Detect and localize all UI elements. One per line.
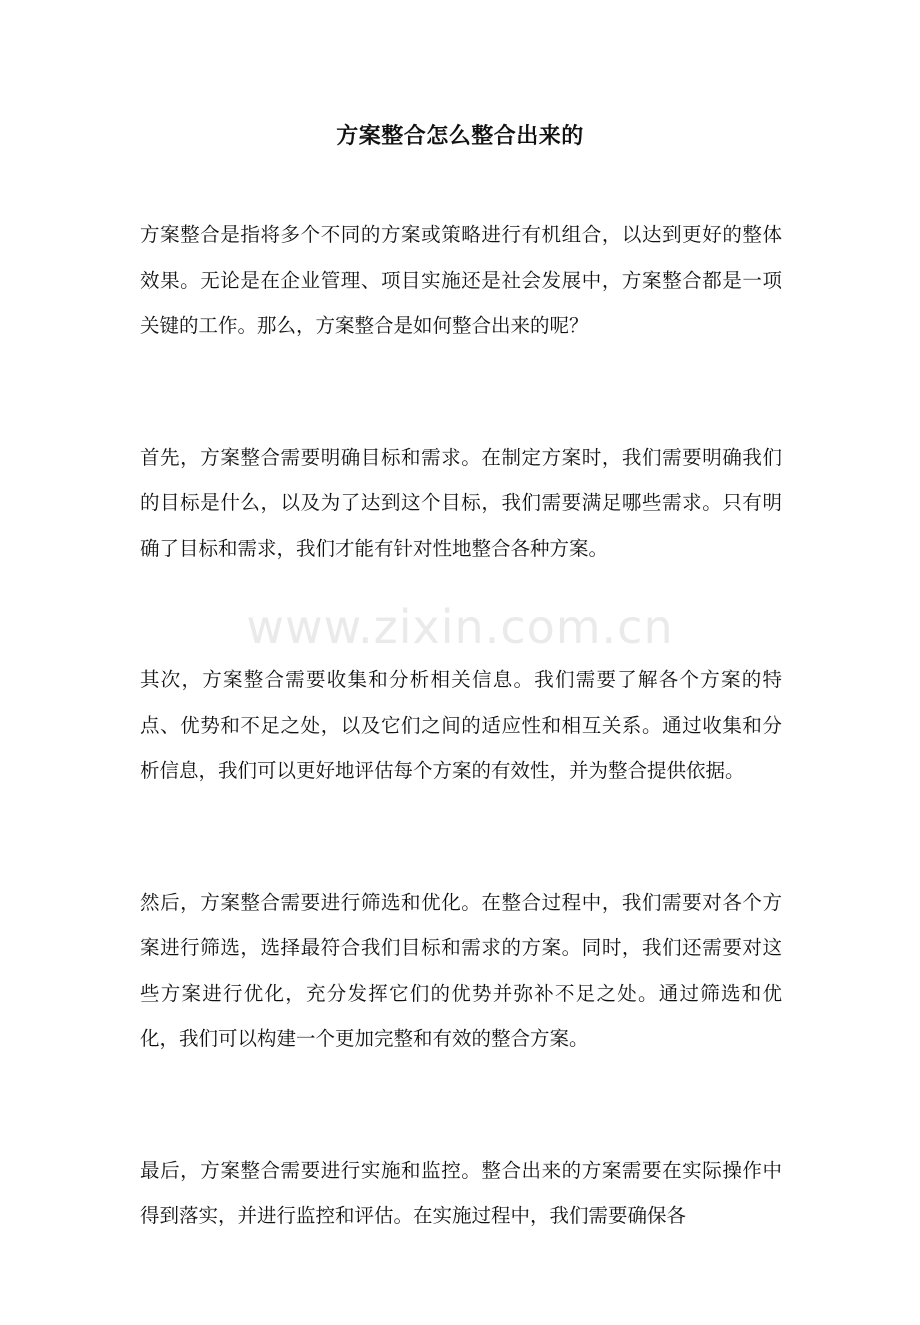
paragraph-last: 最后，方案整合需要进行实施和监控。整合出来的方案需要在实际操作中得到落实，并进行监控和评估。在实施过程中，我们需要确保各 xyxy=(140,1158,782,1227)
paragraph-then: 然后，方案整合需要进行筛选和优化。在整合过程中，我们需要对各个方案进行筛选，选择最符合我们目标和需求的方案。同时，我们还需要对这些方案进行优化，充分发挥它们的优势并弥补不足之处。通过筛选和优化，我们可以构建一个更加完整和有效的整合方案。 xyxy=(140,890,782,1050)
paragraph-first: 首先，方案整合需要明确目标和需求。在制定方案时，我们需要明确我们的目标是什么，以及为了达到这个目标，我们需要满足哪些需求。只有明确了目标和需求，我们才能有针对性地整合各种方案。 xyxy=(140,445,782,560)
document-body xyxy=(140,212,782,1325)
document-title: 方案整合怎么整合出来的 xyxy=(336,123,584,149)
watermark-text: www.zixin.com.cn xyxy=(246,600,674,654)
paragraph-intro: 方案整合是指将多个不同的方案或策略进行有机组合，以达到更好的整体效果。无论是在企业管理、项目实施还是社会发展中，方案整合都是一项关键的工作。那么，方案整合是如何整合出来的呢？ xyxy=(140,223,782,337)
paragraph-second: 其次，方案整合需要收集和分析相关信息。我们需要了解各个方案的特点、优势和不足之处，以及它们之间的适应性和相互关系。通过收集和分析信息，我们可以更好地评估每个方案的有效性，并为整合提供依据。 xyxy=(140,668,782,782)
